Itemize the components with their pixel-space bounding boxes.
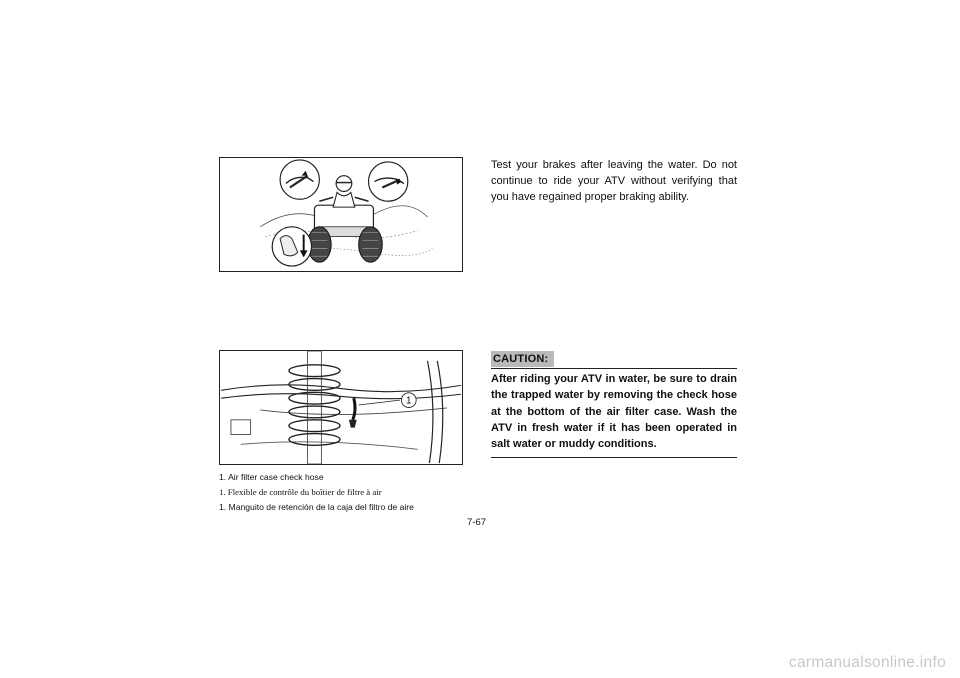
check-hose-illustration [219,350,463,465]
caution-text: After riding your ATV in water, be sure to drain the trapped water by removing the check hose at the bottom of the air filter case. Wash the ATV in fresh water if it has been operated in salt water or muddy conditions. [491,371,737,458]
watermark: carmanualsonline.info [788,654,946,671]
brake-lever-left-icon [280,160,319,199]
caption-french: 1. Flexible de contrôle du boîtier de filtre à air [219,487,382,497]
caption-english: 1. Air filter case check hose [219,472,324,482]
caution-label: CAUTION: [491,351,554,367]
caution-header [491,351,737,369]
atv-brake-illustration [219,157,463,272]
page-number: 7-67 [467,517,487,528]
caution-box [491,351,737,458]
brake-test-paragraph: Test your brakes after leaving the water. Do not continue to ride your ATV without verifying that you have regained proper braking ability. [491,159,737,204]
atv-rider-icon [220,158,462,271]
caption-spanish: 1. Manguito de retención de la caja del filtro de aire [219,502,414,512]
brake-pedal-icon [272,227,311,266]
figure-captions [219,470,479,515]
brake-lever-right-icon [369,162,408,201]
callout-number: 1 [406,395,412,407]
